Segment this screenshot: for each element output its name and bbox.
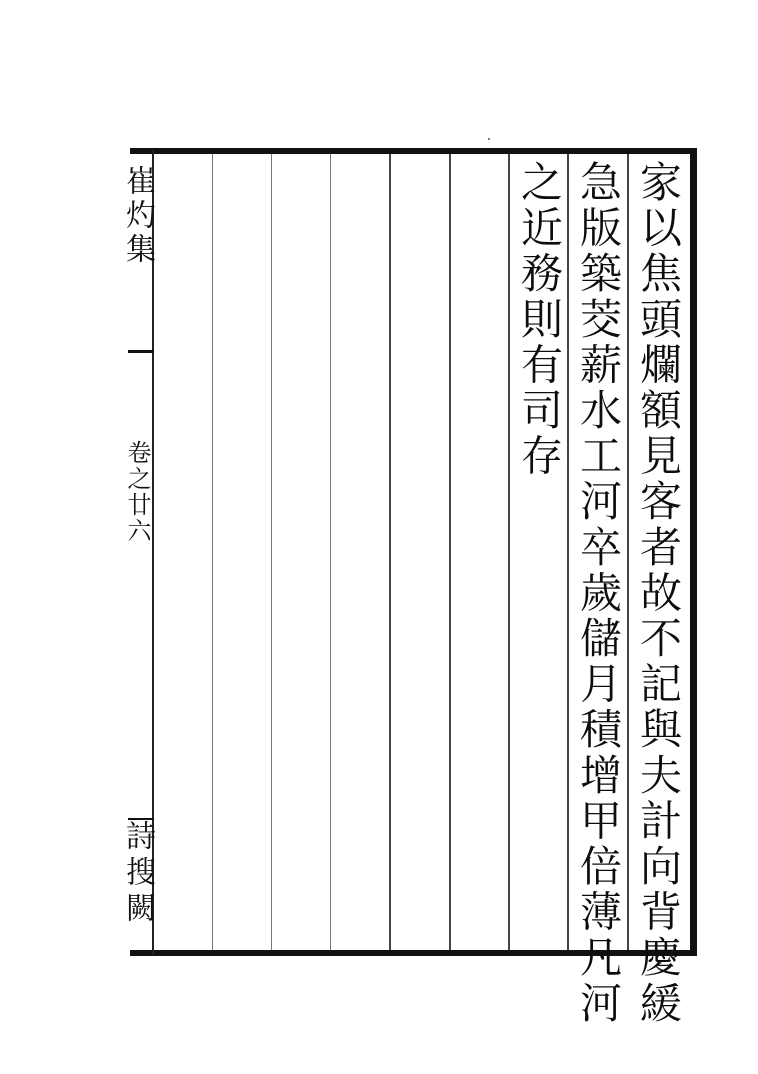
column-rule [567, 154, 569, 950]
column-rule [389, 154, 391, 950]
column-rule [508, 154, 510, 950]
margin-section-title: 詩搜闕 [120, 820, 155, 928]
margin-volume-number: 卷之廿六 [123, 440, 151, 544]
text-column-3: 之近務則有司存 [515, 160, 564, 480]
text-column-1: 家以焦頭爛額見客者故不記與夫計向背慶緩 [634, 160, 683, 1027]
column-rule [212, 154, 213, 950]
frame-top-border [130, 148, 696, 154]
fishtail-mark [128, 350, 154, 353]
column-rule [449, 154, 451, 950]
text-column-2: 急版築茭薪水工河卒歲儲月積增甲倍薄凡河 [574, 160, 623, 1027]
ink-speck [488, 138, 490, 140]
column-rule [627, 154, 629, 950]
frame-right-border [690, 148, 697, 956]
column-rule [330, 154, 331, 950]
column-rule [271, 154, 272, 950]
margin-book-title: 崔灼集 [120, 165, 155, 267]
